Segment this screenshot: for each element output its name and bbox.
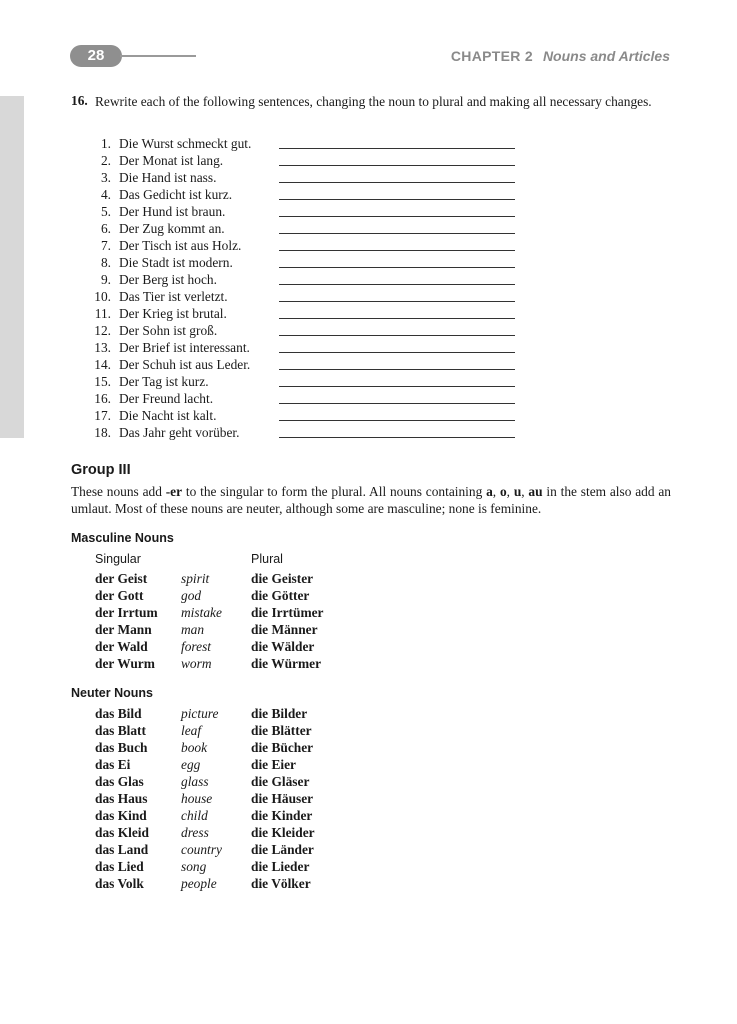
desc-bold: u	[513, 484, 522, 499]
plural-form: die Männer	[251, 622, 318, 637]
exercise-item	[71, 152, 591, 169]
plural-form: die Eier	[251, 757, 296, 772]
plural-form: die Götter	[251, 588, 310, 603]
english-meaning: glass	[181, 774, 209, 789]
exercise-item	[71, 203, 591, 220]
english-meaning: mistake	[181, 605, 222, 620]
singular-form: der Mann	[95, 622, 152, 637]
item-number: 2.	[100, 153, 111, 168]
singular-form: das Kleid	[95, 825, 149, 840]
exercise-item	[71, 424, 591, 441]
answer-line	[279, 335, 515, 336]
exercise-item	[71, 390, 591, 407]
item-sentence: Der Monat ist lang.	[119, 153, 224, 168]
singular-form: das Lied	[95, 859, 144, 874]
item-sentence: Die Hand ist nass.	[119, 170, 217, 185]
english-meaning: dress	[181, 825, 209, 840]
item-sentence: Das Gedicht ist kurz.	[119, 187, 233, 202]
plural-form: die Kleider	[251, 825, 315, 840]
exercise-item	[71, 271, 591, 288]
item-sentence: Der Berg ist hoch.	[119, 272, 217, 287]
singular-form: das Bild	[95, 706, 142, 721]
chapter-heading	[451, 48, 670, 64]
plural-form: die Geister	[251, 571, 314, 586]
item-sentence: Der Tisch ist aus Holz.	[119, 238, 242, 253]
item-sentence: Der Brief ist interessant.	[119, 340, 250, 355]
item-sentence: Der Tag ist kurz.	[119, 374, 209, 389]
item-number: 16.	[94, 391, 111, 406]
item-sentence: Die Nacht ist kalt.	[119, 408, 217, 423]
item-number: 14.	[94, 357, 111, 372]
singular-form: das Volk	[95, 876, 144, 891]
answer-line	[279, 420, 515, 421]
exercise-items	[71, 135, 591, 441]
item-number: 1.	[100, 136, 111, 151]
singular-form: der Wald	[95, 639, 148, 654]
exercise-16	[71, 93, 671, 440]
exercise-instruction: Rewrite each of the following sentences, changing the noun to plural and making all necessary changes.	[95, 94, 652, 109]
answer-line	[279, 199, 515, 200]
exercise-item	[71, 373, 591, 390]
item-number: 3.	[100, 170, 111, 185]
answer-line	[279, 165, 515, 166]
singular-form: der Gott	[95, 588, 144, 603]
plural-form: die Länder	[251, 842, 314, 857]
item-sentence: Der Hund ist braun.	[119, 204, 226, 219]
singular-form: das Kind	[95, 808, 147, 823]
page-number-badge: 28	[70, 45, 122, 67]
answer-line	[279, 148, 515, 149]
item-number: 17.	[94, 408, 111, 423]
singular-form: das Glas	[95, 774, 144, 789]
english-meaning: spirit	[181, 571, 210, 586]
masculine-title: Masculine Nouns	[71, 531, 174, 545]
item-sentence: Das Tier ist verletzt.	[119, 289, 228, 304]
english-meaning: egg	[181, 757, 201, 772]
singular-form: das Ei	[95, 757, 131, 772]
item-number: 4.	[100, 187, 111, 202]
plural-form: die Gläser	[251, 774, 310, 789]
singular-form: das Blatt	[95, 723, 146, 738]
desc-text: in the stem also add an umlaut. Most of these nouns are neuter, although some are masculine; none is feminine.	[71, 484, 671, 516]
singular-form: der Geist	[95, 571, 148, 586]
answer-line	[279, 233, 515, 234]
header-rule	[120, 55, 196, 57]
plural-form: die Irrtümer	[251, 605, 324, 620]
exercise-item	[71, 407, 591, 424]
english-meaning: leaf	[181, 723, 202, 738]
exercise-item	[71, 169, 591, 186]
plural-form: die Würmer	[251, 656, 322, 671]
exercise-item	[71, 356, 591, 373]
exercise-item	[71, 305, 591, 322]
item-sentence: Der Sohn ist groß.	[119, 323, 218, 338]
exercise-item	[71, 220, 591, 237]
item-number: 8.	[100, 255, 111, 270]
item-number: 12.	[94, 323, 111, 338]
exercise-item	[71, 135, 591, 152]
item-sentence: Der Freund lacht.	[119, 391, 214, 406]
item-sentence: Der Zug kommt an.	[119, 221, 225, 236]
exercise-item	[71, 288, 591, 305]
plural-form: die Blätter	[251, 723, 312, 738]
desc-text: ,	[506, 484, 514, 499]
desc-bold: o	[499, 484, 507, 499]
item-number: 5.	[100, 204, 111, 219]
answer-line	[279, 352, 515, 353]
item-number: 6.	[100, 221, 111, 236]
exercise-item	[71, 254, 591, 271]
singular-form: der Irrtum	[95, 605, 158, 620]
answer-line	[279, 386, 515, 387]
plural-form: die Bücher	[251, 740, 314, 755]
plural-form: die Lieder	[251, 859, 310, 874]
answer-line	[279, 301, 515, 302]
answer-line	[279, 284, 515, 285]
chapter-topic: Nouns and Articles	[542, 48, 670, 64]
english-meaning: man	[181, 622, 205, 637]
item-number: 15.	[94, 374, 111, 389]
exercise-item	[71, 339, 591, 356]
singular-header: Singular	[95, 552, 141, 566]
group-description	[71, 483, 671, 517]
group-title: Group III	[71, 462, 131, 478]
answer-line	[279, 250, 515, 251]
english-meaning: god	[181, 588, 202, 603]
plural-form: die Bilder	[251, 706, 308, 721]
answer-line	[279, 216, 515, 217]
item-number: 11.	[94, 306, 111, 321]
chapter-label: CHAPTER 2	[450, 48, 533, 64]
singular-form: das Land	[95, 842, 149, 857]
neuter-title: Neuter Nouns	[71, 686, 153, 700]
plural-form: die Wälder	[251, 639, 315, 654]
english-meaning: song	[181, 859, 207, 874]
item-number: 10.	[94, 289, 111, 304]
desc-bold: au	[528, 484, 543, 499]
exercise-item	[71, 322, 591, 339]
plural-header: Plural	[251, 552, 283, 566]
desc-bold: -er	[165, 484, 183, 499]
exercise-item	[71, 237, 591, 254]
english-meaning: picture	[181, 706, 219, 721]
desc-bold: a	[486, 484, 493, 499]
exercise-side-bar	[0, 96, 24, 438]
desc-text: These nouns add	[71, 484, 166, 499]
answer-line	[279, 182, 515, 183]
item-sentence: Der Schuh ist aus Leder.	[119, 357, 251, 372]
desc-text: to the singular to form the plural. All nouns containing	[182, 484, 487, 499]
item-sentence: Die Stadt ist modern.	[119, 255, 233, 270]
desc-text: ,	[492, 484, 500, 499]
exercise-item	[71, 186, 591, 203]
singular-form: das Haus	[95, 791, 148, 806]
english-meaning: forest	[181, 639, 212, 654]
answer-line	[279, 437, 515, 438]
english-meaning: book	[181, 740, 208, 755]
answer-line	[279, 369, 515, 370]
singular-form: das Buch	[95, 740, 148, 755]
singular-form: der Wurm	[95, 656, 155, 671]
item-number: 13.	[94, 340, 111, 355]
item-sentence: Die Wurst schmeckt gut.	[119, 136, 252, 151]
item-number: 18.	[94, 425, 111, 440]
plural-form: die Häuser	[251, 791, 314, 806]
item-number: 9.	[100, 272, 111, 287]
english-meaning: house	[181, 791, 213, 806]
answer-line	[279, 403, 515, 404]
plural-form: die Kinder	[251, 808, 313, 823]
item-sentence: Das Jahr geht vorüber.	[119, 425, 240, 440]
english-meaning: country	[181, 842, 222, 857]
english-meaning: worm	[181, 656, 212, 671]
english-meaning: people	[181, 876, 217, 891]
item-sentence: Der Krieg ist brutal.	[119, 306, 227, 321]
item-number: 7.	[100, 238, 111, 253]
answer-line	[279, 267, 515, 268]
answer-line	[279, 318, 515, 319]
english-meaning: child	[181, 808, 208, 823]
exercise-number: 16.	[71, 93, 88, 108]
desc-text: ,	[521, 484, 529, 499]
plural-form: die Völker	[251, 876, 311, 891]
